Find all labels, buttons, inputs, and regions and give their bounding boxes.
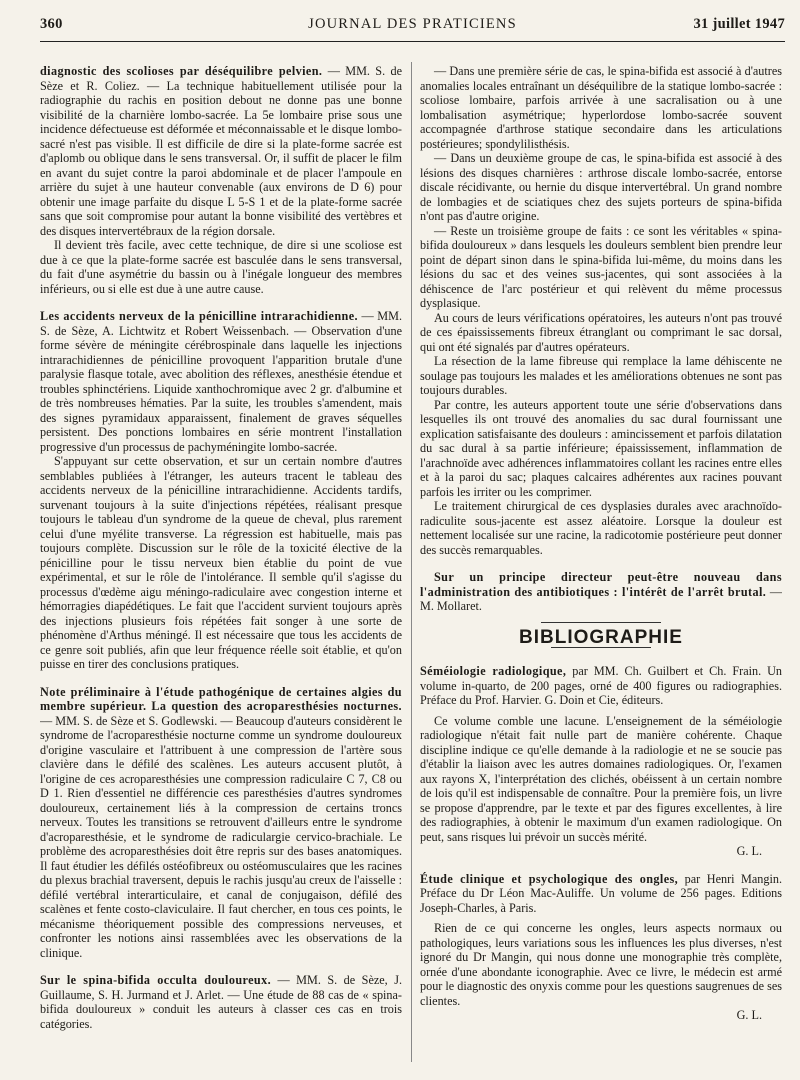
article-spina-bifida — [40, 973, 402, 1031]
review-title: Étude clinique et psychologique des ongles, — [420, 871, 679, 886]
article-paragraph: Le traitement chirurgical de ces dysplasies durales avec arachnoïdo-radiculite sous-jacente est assez aléatoire. Lorsque la douleur est nettement localisée sur une racine, la radicotomie postérieure peut donner des succès remarquables. — [420, 499, 782, 557]
article-paragraph: — Dans une première série de cas, le spina-bifida est associé à d'autres anomalies locales entraînant un déséquilibre de la statique lombo-sacrée : scoliose lombaire, parfois arrivée à une sacralisation ou à une lombalisation asymétrique; hyperlordose lombo-sacrée souvent accompagnée d'arthrose statique secondaire dans les articulations postérieures; spondylilisthésis. — [420, 64, 782, 151]
column-divider — [411, 62, 412, 1062]
article-paragraph: Par contre, les auteurs apportent toute une série d'observations dans lesquelles ils ont trouvé des anomalies du sac dural fournissant une explication satisfaisante des douleurs : amincissement et parfois dilatation du sac dural à sa partie inférieure; épaississement, inflammation de l'arachnoïde avec adhérences inflammatoires collant les racines entre elles et à la paroi du sac; plaques calcaires adhérentes aux racines pouvant parfois les irriter ou les comprimer. — [420, 397, 782, 499]
review-signature: G. L. — [736, 1008, 762, 1022]
article-title: Note préliminaire à l'étude pathogénique de certaines algies du membre supérieur. La question des acroparesthésies nocturnes. — [40, 684, 402, 713]
article-title: Les accidents nerveux de la pénicilline intrarachidienne. — [40, 309, 358, 323]
header-rule — [40, 41, 785, 42]
right-column — [420, 64, 782, 1069]
article-text: — MM. S. de Sèze et R. Coliez. — La technique habituellement utilisée pour la radiographie du rachis en position debout ne donne pas une bonne visibilité de la charnière lombo-sacrée. La 5e lombaire prise sous une incidence défectueuse est déformée et méconnaissable et le disque lombo-sacré n'est pas visible. Il est difficile de dire si la plate-forme sacrée est d'aplomb ou oblique dans le sens transversal. Or, il suffit de placer le film en avant du sujet contre la paroi abdominale et de placer l'ampoule en arrière du sujet à une hauteur convenable (aux environs de D 6) pour obtenir une image parfaite du disque L 5-S 1 et de la plate-forme sacrée sans que soit compromise pour autant la bonne visibilité des vertèbres et des disques intervertébraux de la région dorsale. — [40, 64, 402, 238]
article-paragraph: Il devient très facile, avec cette technique, de dire si une scoliose est due à ce que la plate-forme sacrée est basculée dans le sens transversal, du fait d'une asymétrie du bassin ou à l'inégale longueur des membres inférieurs, ou si elle est due à une autre cause. — [40, 238, 402, 296]
review-radiology-entry — [420, 664, 782, 708]
article-penicillin — [40, 309, 402, 454]
article-text: — MM. S. de Sèze, A. Lichtwitz et Robert Weissenbach. — Observation d'une forme sévère de méningite cérébrospinale dans laquelle les injections intrarachidiennes de pénicilline provoquent l'apparition brutale d'une paralysie flasque totale, avec abolition des réflexes, anesthésie étendue et troubles sphinctériens. Liquide xanthochromique avec 2 gr. d'albumine et de très nombreuses hématies. Par la suite, les troubles s'amendent, mais des signes pyramidaux apparaissent, finalement de graves séquelles persistent. Des ponctions lombaires en série montrent l'installation progressive d'un processus de pachyméningite lombo-sacrée. — [40, 309, 402, 454]
page-header — [40, 16, 785, 40]
review-meta: par MM. Ch. Guilbert et Ch. Frain. Un volume in-quarto, de 200 pages, orné de 400 figures ou radiographies. Préface du Prof. Harvier. G. Doin et Cie, éditeurs. — [420, 664, 782, 707]
article-text: — MM. S. de Sèze, J. Guillaume, S. H. Jurmand et J. Arlet. — Une étude de 88 cas de « spina-bifida douloureux » conduit les auteurs à classer ces cas en trois catégories. — [40, 973, 402, 1031]
article-paragraph: Au cours de leurs vérifications opératoires, les auteurs n'ont pas trouvé de ces épaississements fibreux étranglant ou comprimant le sac dorsal, qui ont été signalés par d'autres opérateurs. — [420, 310, 782, 354]
review-title: Séméiologie radiologique, — [420, 664, 567, 678]
bibliography-heading: BIBLIOGRAPHIE — [519, 626, 683, 648]
article-scoliosis — [40, 64, 402, 238]
review-text: Ce volume comble une lacune. L'enseignement de la séméiologie radiologique n'était fait nulle part de manière cohérente. Chaque discipline indique ce qu'elle demande à la radiologie et ne se soucie pas d'établir la liaison avec les autres domaines radiologiques. Or, l'examen aux rayons X, l'interprétation des clichés, obéissent à un certain nombre de lois qu'il est indispensable de connaître. Pour la première fois, un livre se propose d'apprendre, par le texte et par des figures excellentes, à lire des radiographies, à obtenir le maximum d'un examen radiologique. On peut, sans risques lui prévoir un succès mérité. — [420, 713, 782, 844]
article-title: Sur le spina-bifida occulta douloureux. — [40, 973, 272, 987]
page-number: 360 — [40, 16, 63, 32]
article-title: diagnostic des scolioses par déséquilibre pelvien. — [40, 64, 323, 78]
article-title: Sur un principe directeur peut-être nouveau dans l'administration des antibiotiques : l'intérêt de l'arrêt brutal. — [420, 570, 782, 599]
review-meta: par Henri Mangin. Préface du Dr Léon Mac-Auliffe. Un volume de 256 pages. Editions Joseph-Charles, à Paris. — [420, 871, 782, 915]
article-acroparesthesia — [40, 685, 402, 961]
article-paragraph: S'appuyant sur cette observation, et sur un certain nombre d'autres semblables publiées à l'étranger, les auteurs tracent le tableau des accidents nerveux de la pénicilline intrarachidienne. Accidents tardifs, survenant toujours à la suite d'injections répétées, réalisant presque toujours le tableau d'un syndrome de la queue de cheval, plus rarement celui d'une myélite transverse. La régression est habituelle, mais pas toujours complète. Discussion sur le rôle de la toxicité élective de la pénicilline pour le tissu nerveux bien établie du point de vue expérimental, et sur le rôle de l'intolérance. Il semble qu'il s'agisse du processus d'œdème aigu méningo-radiculaire avec congestion interne et hémorragies diapédétiques. Le fait que l'accident survient toujours après des injections plusieurs fois répétées fait songer à une sorte de phénomène d'Arthus méningé. Il est nécessaire que tous les accidents de ce genre soit publiés, afin que leur fréquence réelle soit établie, et qu'on puisse en tirer des conclusions pratiques. — [40, 454, 402, 671]
article-paragraph: La résection de la lame fibreuse qui remplace la lame déhiscente ne soulage pas toujours les malades et les améliorations obtenues ne sont pas toujours durables. — [420, 354, 782, 397]
left-column — [40, 64, 402, 1069]
review-signature: G. L. — [736, 844, 762, 858]
review-nails-entry — [420, 872, 782, 916]
journal-title: JOURNAL DES PRATICIENS — [308, 16, 517, 32]
section-separator — [541, 622, 661, 623]
issue-date: 31 juillet 1947 — [693, 16, 785, 32]
review-text: Rien de ce qui concerne les ongles, leurs aspects normaux ou pathologiques, leurs variations sous les influences les plus diverses, n'est ignoré du Dr Mangin, qui nous donne une monographie très complète, ornée d'une abondante iconographie. Avec ce livre, le médecin est armé pour le diagnostic des onyxis comme pour les questions saugrenues de ses clientes. — [420, 921, 782, 1008]
article-paragraph: — Reste un troisième groupe de faits : ce sont les véritables « spina-bifida douloureux » dans lesquels les douleurs semblent bien prendre leur point de départ sinon dans le spina-bifida lui-même, du moins dans les lésions du sac et des veines sus-jacentes, qui sont associées à la déhiscence de l'arc postérieur et qui relèvent du même processus dysplasique. — [420, 223, 782, 310]
article-text: — MM. S. de Sèze et S. Godlewski. — Beaucoup d'auteurs considèrent le syndrome de l'acroparesthésie nocturne comme un syndrome douloureux d'origine vasculaire et l'attribuent à une compression de l'artère sous clavière dans le défilé des scalènes. Les auteurs accusent plutôt, à l'origine de ces acroparesthésies une compression radiculaire C 7, C8 ou D 1. Rien d'essentiel ne différencie ces paresthésies d'autres syndromes douloureux, certainement liés à la compression de certains troncs nerveux. Toutes les transitions se retrouvent d'ailleurs entre le syndrome d'acroparesthésie, et le syndrome de radiculargie cervico-brachiale. Le problème des acroparesthésies doit être repris sur des bases anatomiques. Il faut étudier les défilés ostéofibreux ou ostéomusculaires que les racines du plexus brachial traversent, depuis le rachis jusqu'au creux de l'aisselle : défilé vertébral interarticulaire, et canal de conjugaison, défilé des scalènes et fente costo-claviculaire. Il faut chercher, en tous ces points, le mécanisme théoriquement possible des compressions nerveuses, et confronter les notions ainsi rassemblées avec les observations de la clinique. — [40, 713, 402, 960]
article-paragraph: — Dans un deuxième groupe de cas, le spina-bifida est associé à des lésions des disques charnières : arthrose discale lombo-sacrée, entorse discale récidivante, ou hernie du disque intervertébral. Un grand nombre de lombagies et de sciatiques chez des sujets porteurs de spina-bifida n'ont pas d'autre origine. — [420, 151, 782, 223]
article-text: — M. Mollaret. — [420, 584, 782, 613]
article-antibiotics — [420, 570, 782, 614]
